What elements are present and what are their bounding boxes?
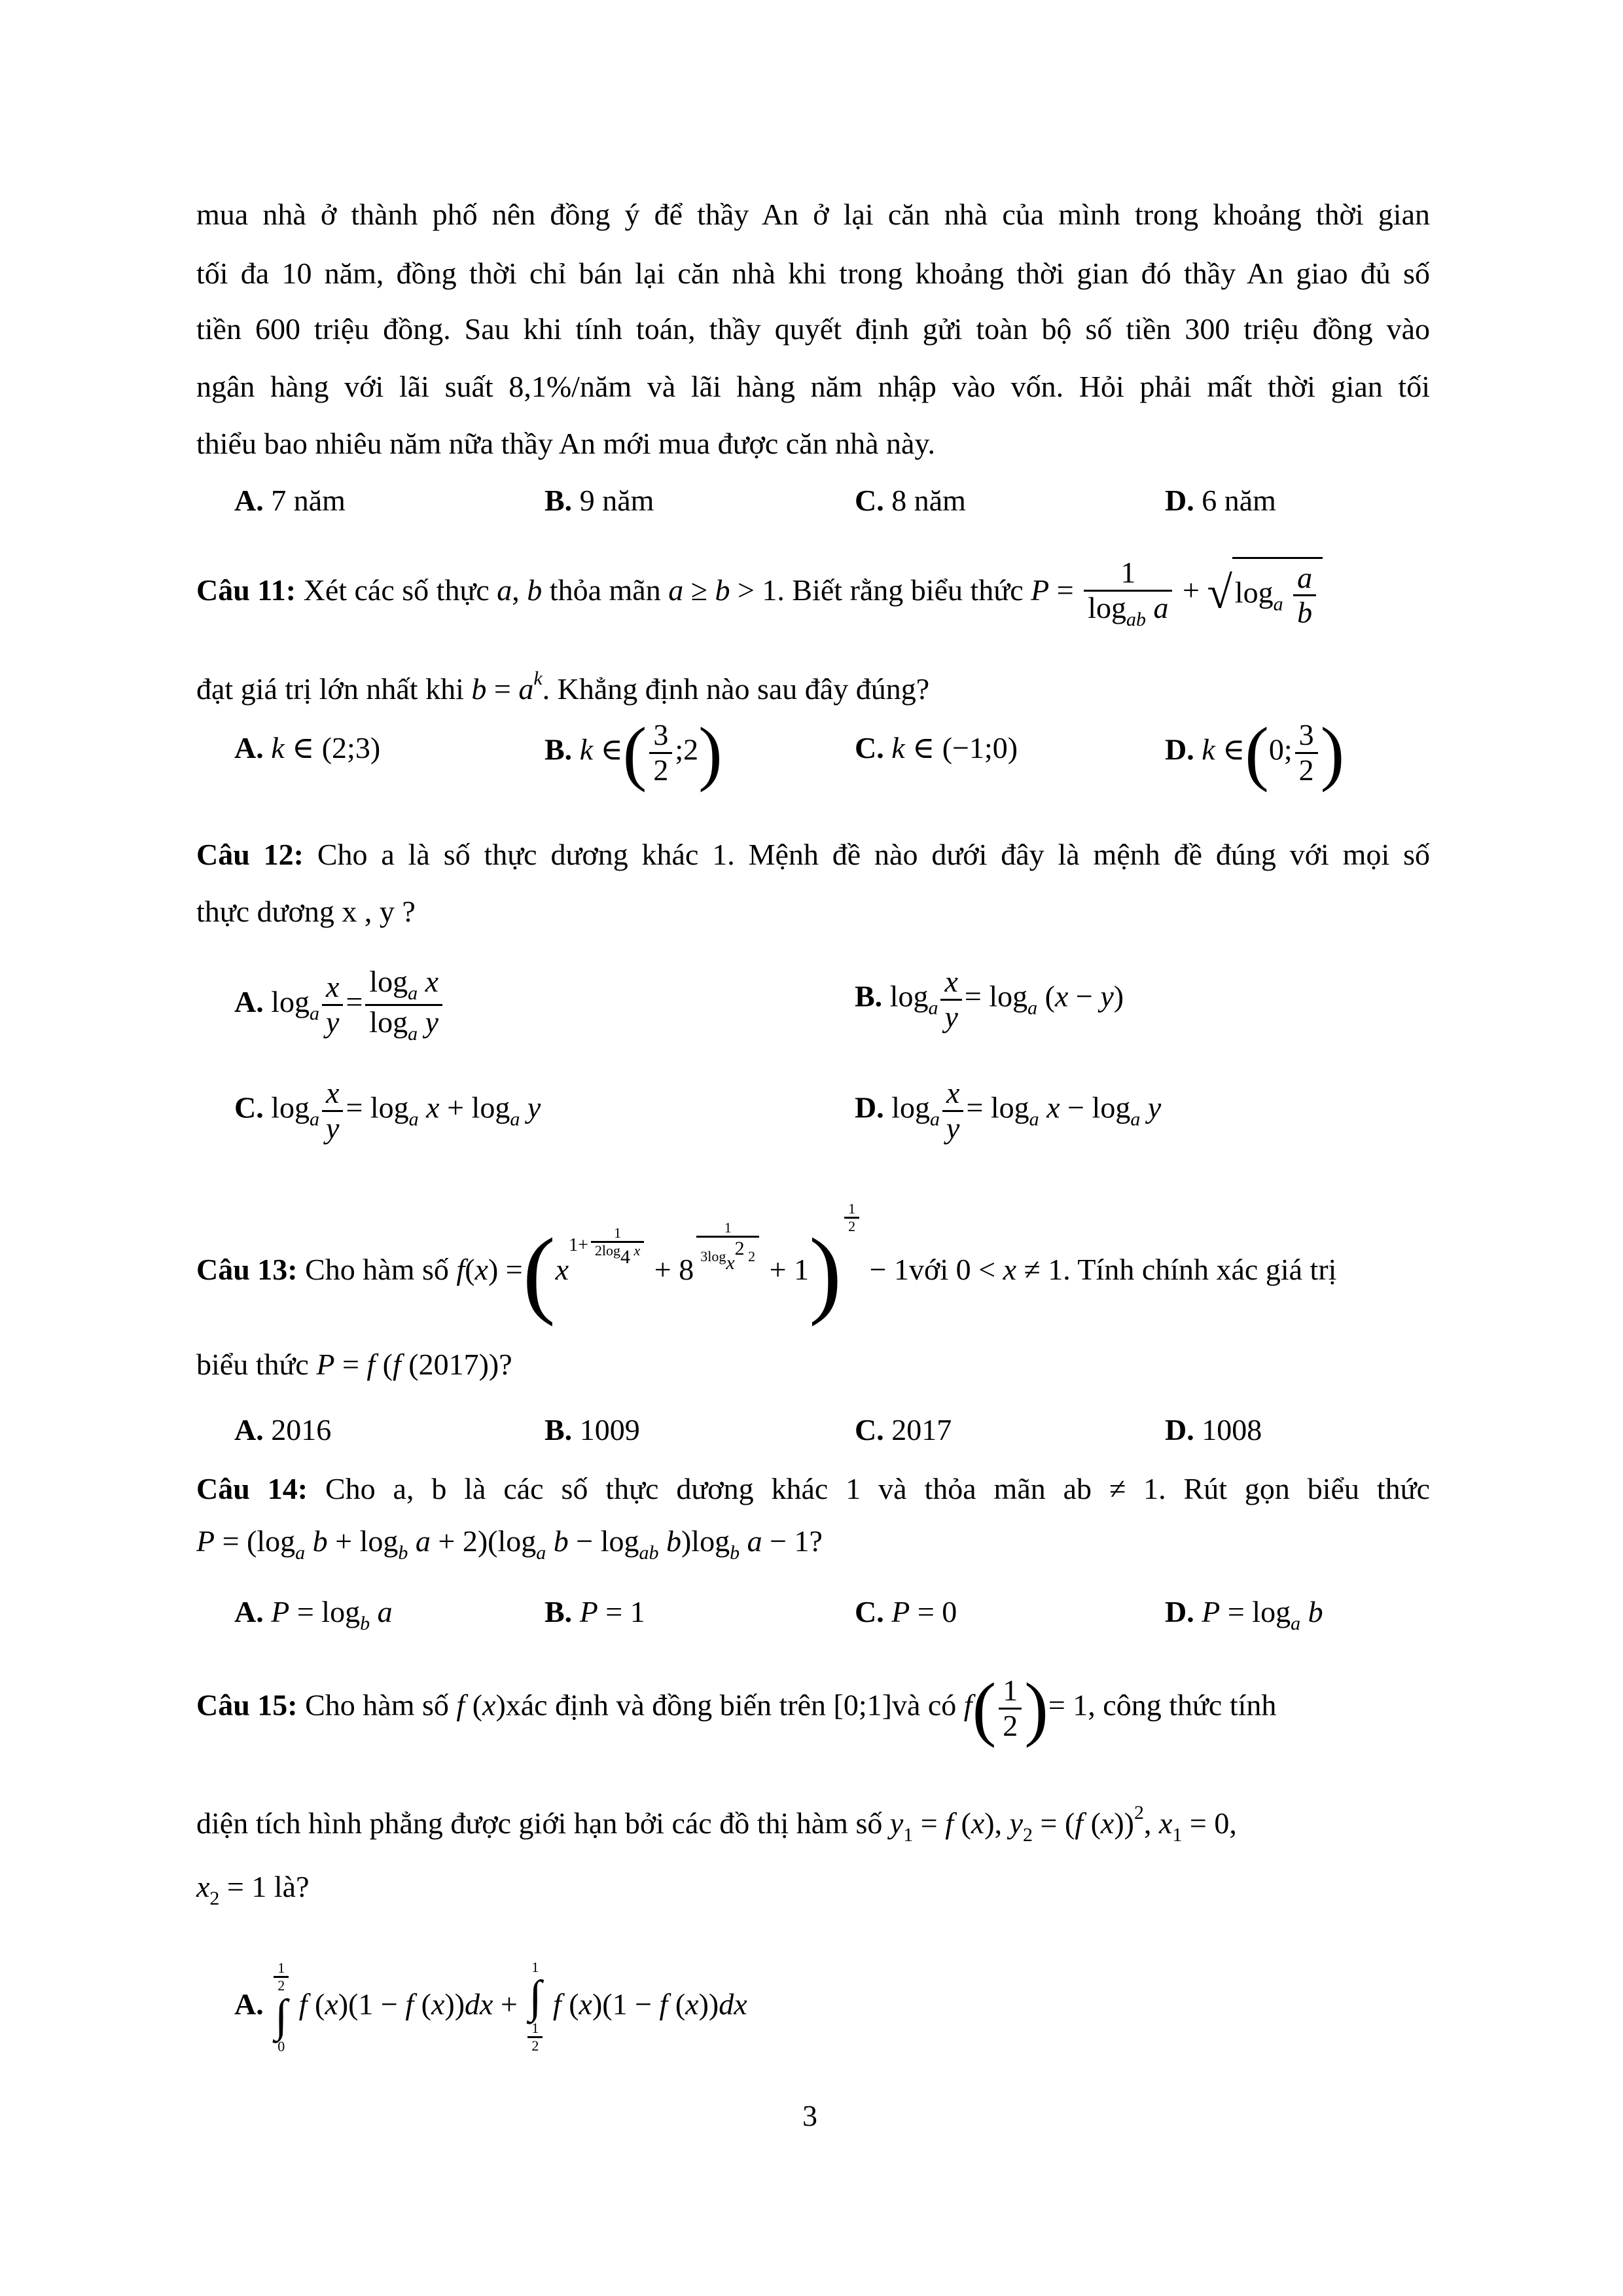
q13-statement: Câu 13: Cho hàm số $f(x) =(x^{1+ \frac{1}{2\log_4 x}}$ + 8 $^{\frac{1}{3\log_{x^2} 2}}$ + 1) $^{\frac{1}{2}}$ − 1với 0 < x ≠ 1. Tính chính xác giá trị	[196, 1200, 1337, 1327]
q13-option-d: D. 1008	[1165, 1413, 1262, 1446]
q12-option-a: A. $\log_a$ $\frac{x}{y}$ = $\frac{\log_a x}{\log_a y}$	[234, 965, 445, 1045]
q15-line-3: $x_2 = 1$ là?	[196, 1870, 310, 1909]
intro-option-d: D. 6 năm	[1165, 484, 1276, 517]
intro-option-b: B. 9 năm	[544, 484, 654, 517]
q11-option-c: C. k ∈ (−1;0)	[855, 731, 1018, 764]
q11-fraction: $\frac{1}{\log_{ab} a}$	[1084, 556, 1172, 630]
q13-option-a: A. 2016	[234, 1413, 332, 1446]
q13-option-c: C. 2017	[855, 1413, 952, 1446]
intro-option-c: C. 8 năm	[855, 484, 966, 517]
q14-option-d: D. $P = \log_a b$	[1165, 1595, 1323, 1634]
intro-line-2: tối đa 10 năm, đồng thời chỉ bán lại căn nhà khi trong khoảng thời gian đó thầy An giao đủ số	[196, 257, 1430, 290]
intro-line-4: ngân hàng với lãi suất 8,1%/năm và lãi hàng năm nhập vào vốn. Hỏi phải mất thời gian tối	[196, 370, 1430, 403]
q12-option-b: B. $\log_a$ $\frac{x}{y}$ = $\log_a (x - y)$	[855, 965, 1124, 1033]
q11-option-a: A. k ∈ (2;3)	[234, 731, 381, 764]
q14-line-1: Câu 14: Cho a, b là các số thực dương khác 1 và thỏa mãn ab ≠ 1. Rút gọn biểu thức	[196, 1472, 1431, 1505]
q14-option-a: A. $P = \log_b a$	[234, 1595, 393, 1634]
q15-option-a: A. 1 2 ∫ 0 f (x)(1 − f (x))dx + 1 ∫ 1 2 f (x)(1 − f (x))dx	[234, 1959, 747, 2055]
intro-option-a: A. 7 năm	[234, 484, 346, 517]
q13-line-2: biểu thức P = f (f (2017))?	[196, 1348, 512, 1381]
q11-option-d: D. k ∈(0; $\frac{3}{2}$ )	[1165, 713, 1345, 793]
q14-option-c: C. P = 0	[855, 1595, 957, 1628]
q11-option-b: B. k ∈( $\frac{3}{2}$ ;2)	[544, 713, 722, 793]
q13-option-b: B. 1009	[544, 1413, 640, 1446]
q12-option-d: D. $\log_a$ $\frac{x}{y}$ = $\log_a x - \log_a y$	[855, 1076, 1162, 1145]
q15-statement: Câu 15: Cho hàm số f (x)xác định và đồng biến trên [0;1]và có f( $\frac{1}{2}$ )= 1, công thức tính	[196, 1668, 1277, 1748]
q11-statement: Câu 11: Xét các số thực a, b thỏa mãn a ≥ b > 1. Biết rằng biểu thức P = $\frac{1}{\log_{ab} a}$ + $√\log_a$ $\frac{a}{b}$	[196, 556, 1323, 630]
q12-line-2: thực dương x , y ?	[196, 895, 416, 928]
q11-sqrt: $\log_a$ $\frac{a}{b}$	[1232, 557, 1323, 630]
intro-line-5: thiểu bao nhiêu năm nữa thầy An mới mua được căn nhà này.	[196, 427, 935, 460]
q14-option-b: B. P = 1	[544, 1595, 645, 1628]
intro-line-3: tiền 600 triệu đồng. Sau khi tính toán, thầy quyết định gửi toàn bộ số tiền 300 triệu đồng vào	[196, 312, 1430, 346]
q14-expression: $P = (\log_a$ $b + \log_b a + 2)(\log_a$ $b - \log_{ab} b)\log_b$ a − 1?	[196, 1524, 823, 1564]
q12-option-c: C. $\log_a$ $\frac{x}{y}$ = $\log_a x + \log_a y$	[234, 1076, 541, 1145]
q12-line-1: Câu 12: Cho a là số thực dương khác 1. Mệnh đề nào dưới đây là mệnh đề đúng với mọi số	[196, 838, 1431, 871]
page-number: 3	[802, 2099, 817, 2132]
q15-line-2: diện tích hình phẳng được giới hạn bởi các đồ thị hàm số $y_1 = f$ (x), $y_2 = (f$ (x))$^2$, $x_1 = 0$,	[196, 1802, 1237, 1846]
q11-condition: đạt giá trị lớn nhất khi $b = a^k$. Khẳng định nào sau đây đúng?	[196, 668, 930, 706]
intro-line-1: mua nhà ở thành phố nên đồng ý để thầy An ở lại căn nhà của mình trong khoảng thời gian	[196, 198, 1430, 231]
